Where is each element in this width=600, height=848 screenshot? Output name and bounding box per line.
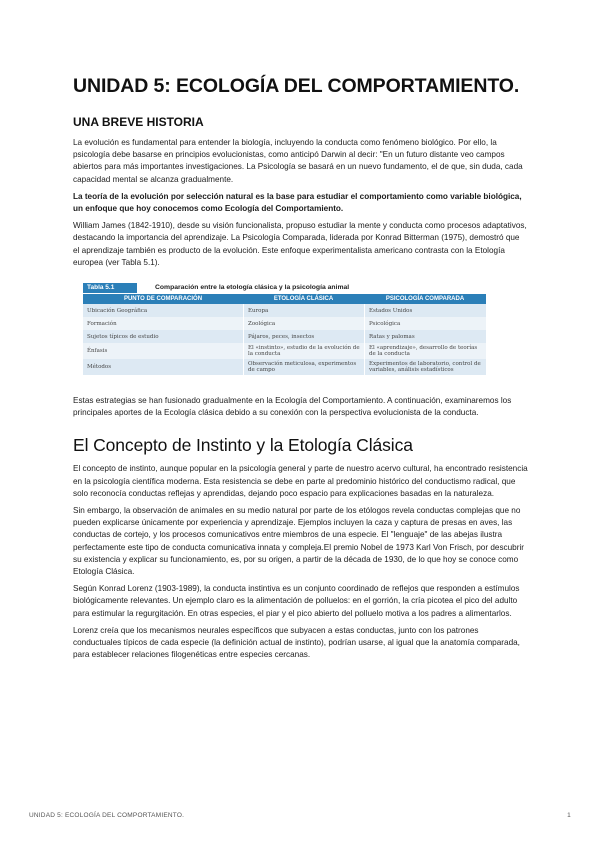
paragraph: Según Konrad Lorenz (1903-1989), la conducta instintiva es un conjunto coordinado de reflejos que responden a estímulos biológicamente relevantes. Un ejemplo claro es la alimentación de polluelos: en el gorrión, la cría picotea el pico del adulto para estimular la regurgitación. En otras especies, el piar y el pico abierto del polluelo motiva a los padres a alimentarlos. [73, 584, 520, 618]
table-cell: Ubicación Geográfica [83, 304, 243, 317]
paragraph-bold: La teoría de la evolución por selección natural es la base para estudiar el comportamiento como variable biológica, un enfoque que hoy conocemos como Ecología del Comportamiento. [73, 191, 522, 214]
document-body [73, 74, 528, 666]
table-cell: Observación meticulosa, experimentos de campo [243, 359, 364, 375]
table-row [83, 317, 486, 330]
comparison-table [83, 294, 486, 375]
section-heading-history: UNA BREVE HISTORIA [73, 115, 204, 129]
paragraph: La evolución es fundamental para entender la biología, incluyendo la conducta como fenómeno biológico. Por ello, la psicología debe basarse en principios evolucionistas, como anticipó Darwin al decir: "En un futuro distante veo campos abiertos para más importantes investigaciones. La Psicología se basará en un nuevo fundamento, el de que, sin duda, cada capacidad mental se alcanza gradualmente. [73, 138, 523, 184]
paragraph: Sin embargo, la observación de animales en su medio natural por parte de los etólogos revela conductas complejas que no pueden explicarse únicamente por experiencia y aprendizaje. Ejemplos incluyen la caza y captura de presas en aves, las conductas de cortejo, y los procesos comunicativos entre miembros de una especie. El "lenguaje" de las abejas ilustra perfectamente este tipo de conducta comunicativa innata y compleja.El premio Nobel de 1973 Karl Von Frisch, por descubrir su existencia y explicar su funcionamiento, es, por su origen, a partir de la década de 1930, de lo que hoy se conoce como Etología Clásica. [73, 506, 525, 577]
table-cell: Sujetos típicos de estudio [83, 330, 243, 343]
table-header-cell: ETOLOGÍA CLÁSICA [243, 294, 364, 304]
table-cell: Formación [83, 317, 243, 330]
table-caption [83, 282, 486, 293]
table-cell: Ratas y palomas [364, 330, 486, 343]
comparison-table-figure [83, 282, 486, 375]
page-footer [29, 812, 571, 819]
paragraph: El concepto de instinto, aunque popular en la psicología general y parte de nuestro acervo cultural, ha encontrado resistencia en la psicología científica moderna. Esta resistencia se debe en parte al predominio histórico del conductismo radical, que solo reconocía conductas reflejas y aprendidas, dejando poco espacio para explicaciones basadas en la naturaleza. [73, 464, 528, 498]
table-header-cell: PSICOLOGÍA COMPARADA [364, 294, 486, 304]
table-cell: Psicológica [364, 317, 486, 330]
table-cell: Experimentos de laboratorio, control de variables, análisis estadísticos [364, 359, 486, 375]
table-cell: Europa [243, 304, 364, 317]
table-label: Tabla 5.1 [83, 283, 137, 293]
table-row [83, 304, 486, 317]
table-cell: El «aprendizaje», desarrollo de teorías de la conducta [364, 343, 486, 359]
table-cell: Estados Unidos [364, 304, 486, 317]
table-cell: Pájaros, peces, insectos [243, 330, 364, 343]
paragraph: William James (1842-1910), desde su visión funcionalista, propuso estudiar la mente y conducta como procesos adaptativos, destacando la importancia del aprendizaje. La Psicología Comparada, liderada por Konrad Bitterman (1975), demostró que el aprendizaje también es producto de la evolución. Este enfoque experimentalista americano contrasta con la Etología europea (ver Tabla 5.1). [73, 221, 527, 267]
table-cell: Métodos [83, 359, 243, 375]
table-title: Comparación entre la etología clásica y la psicología animal [155, 284, 350, 292]
footer-title: UNIDAD 5: ECOLOGÍA DEL COMPORTAMIENTO. [29, 812, 185, 819]
section-heading-instinct: El Concepto de Instinto y la Etología Clásica [73, 435, 413, 456]
table-cell: El «instinto», estudio de la evolución de la conducta [243, 343, 364, 359]
table-row [83, 330, 486, 343]
paragraph: Estas estrategias se han fusionado gradualmente en la Ecología del Comportamiento. A continuación, examinaremos los principales aportes de la Ecología clásica debido a su conexión con la perspectiva evolucionista de la conducta. [73, 396, 512, 418]
table-cell: Énfasis [83, 343, 243, 359]
table-header-cell: PUNTO DE COMPARACIÓN [83, 294, 243, 304]
table-row [83, 359, 486, 375]
table-row [83, 343, 486, 359]
page-number: 1 [567, 812, 571, 819]
page-title: UNIDAD 5: ECOLOGÍA DEL COMPORTAMIENTO. [73, 75, 520, 97]
table-cell: Zoológica [243, 317, 364, 330]
paragraph: Lorenz creía que los mecanismos neurales específicos que subyacen a estas conductas, junto con los patrones conductuales típicos de cada especie (la definición actual de instinto), podrían usarse, al igual que la anatomía comparada, para establecer relaciones filogenéticas entre especies cercanas. [73, 625, 520, 660]
